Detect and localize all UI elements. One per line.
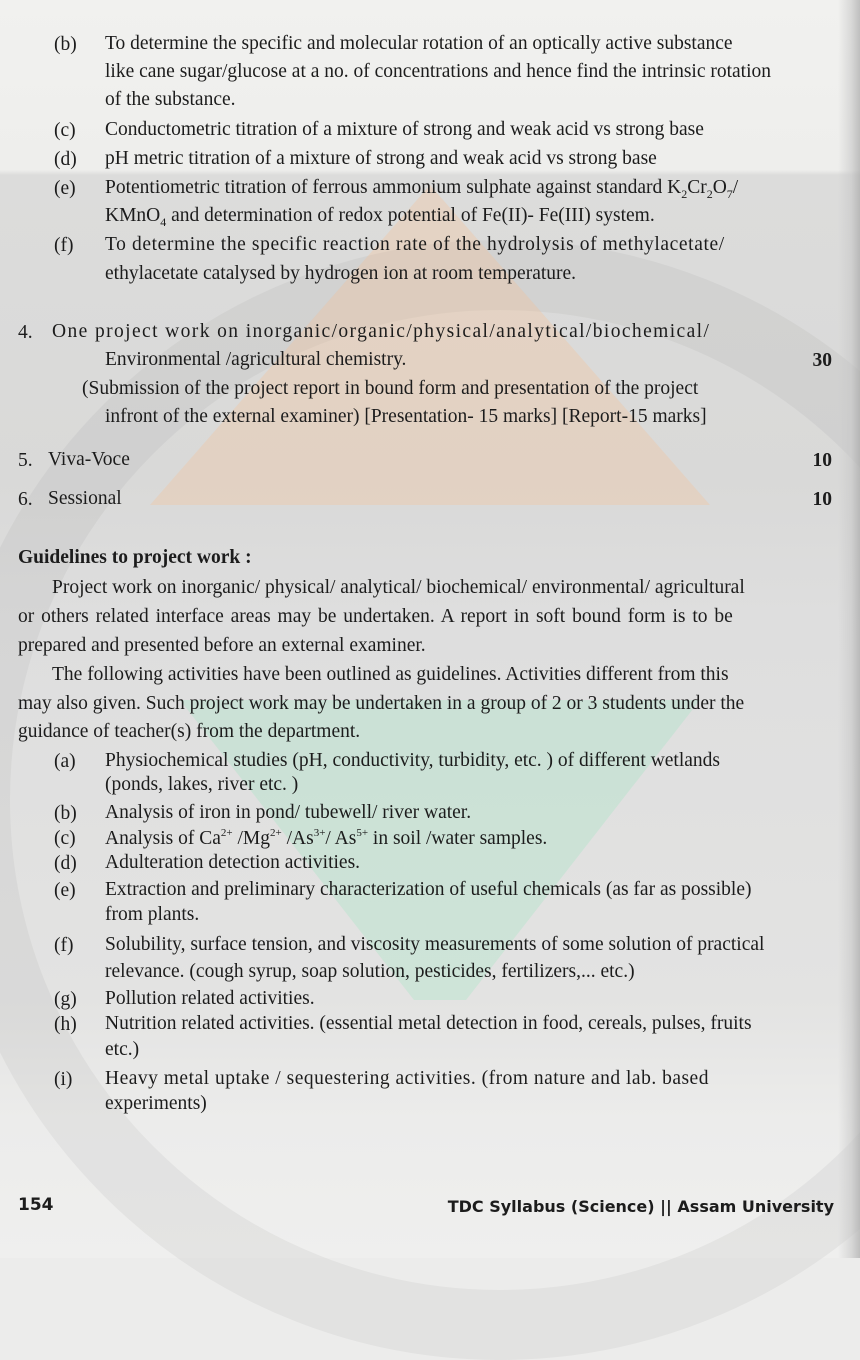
exp-e-line1: Potentiometric titration of ferrous ammonium sulphate against standard $K_2Cr_2O_7/$ xyxy=(105,177,739,201)
activity-f-line2: relevance. (cough syrup, soap solution, pesticides, fertilizers,... etc.) xyxy=(105,961,635,982)
guidelines-para2-line3: guidance of teacher(s) from the department. xyxy=(18,721,361,742)
activity-i-line1: Heavy metal uptake / sequestering activities. (from nature and lab. based xyxy=(105,1068,709,1089)
exp-label-e: (e) xyxy=(54,178,76,199)
guidelines-heading: Guidelines to project work : xyxy=(18,547,252,568)
guidelines-para2-line2: may also given. Such project work may be undertaken in a group of 2 or 3 students under the xyxy=(18,693,745,714)
activity-f-line1: Solubility, surface tension, and viscosity measurements of some solution of practical xyxy=(105,934,765,955)
activity-c-text: Analysis of $Ca^{2+}$ $/Mg^{2+}$ $/As^{3+}/$ $As^{5+}$ in soil /water samples. xyxy=(105,827,548,849)
item-6-marks: 10 xyxy=(812,489,832,510)
exp-label-f: (f) xyxy=(54,235,74,256)
activity-label-b: (b) xyxy=(54,803,77,824)
exp-label-d: (d) xyxy=(54,149,77,170)
activity-b-text: Analysis of iron in pond/ tubewell/ river water. xyxy=(105,802,472,823)
item-6-number: 6. xyxy=(18,489,33,510)
activity-label-h: (h) xyxy=(54,1014,77,1035)
activity-i-line2: experiments) xyxy=(105,1093,207,1114)
activity-a-line1: Physiochemical studies (pH, conductivity, turbidity, etc. ) of different wetlands xyxy=(105,750,721,771)
exp-b-line1: To determine the specific and molecular rotation of an optically active substance xyxy=(105,33,733,54)
activity-label-i: (i) xyxy=(54,1069,73,1090)
footer-title: TDC Syllabus (Science) || Assam University xyxy=(447,1197,834,1216)
activity-d-text: Adulteration detection activities. xyxy=(105,852,361,873)
exp-d-text: pH metric titration of a mixture of strong and weak acid vs strong base xyxy=(105,148,657,169)
item-4-note-line1: (Submission of the project report in bound form and presentation of the project xyxy=(82,378,699,399)
guidelines-para1-line3: prepared and presented before an external examiner. xyxy=(18,635,426,656)
activity-e-line2: from plants. xyxy=(105,904,200,925)
guidelines-para1-line1: Project work on inorganic/ physical/ analytical/ biochemical/ environmental/ agricultural xyxy=(52,577,745,598)
item-4-note-line2: infront of the external examiner) [Presentation- 15 marks] [Report-15 marks] xyxy=(105,406,707,427)
item-6-text: Sessional xyxy=(48,488,122,509)
activity-label-g: (g) xyxy=(54,989,77,1010)
item-4-line1: One project work on inorganic/organic/physical/analytical/biochemical/ xyxy=(52,321,711,342)
guidelines-para1-line2: or others related interface areas may be undertaken. A report in soft bound form is to be xyxy=(18,606,733,627)
guidelines-para2-line1: The following activities have been outlined as guidelines. Activities different from this xyxy=(52,664,729,685)
item-4-line2: Environmental /agricultural chemistry. xyxy=(105,349,407,370)
activity-label-d: (d) xyxy=(54,853,77,874)
exp-label-b: (b) xyxy=(54,34,77,55)
activity-e-line1: Extraction and preliminary characterization of useful chemicals (as far as possible) xyxy=(105,879,752,900)
item-4-number: 4. xyxy=(18,322,33,343)
activity-h-line2: etc.) xyxy=(105,1039,140,1060)
exp-b-line2: like cane sugar/glucose at a no. of concentrations and hence find the intrinsic rotation xyxy=(105,61,772,82)
exp-e-line2: KMnO$_4$ and determination of redox potential of Fe(II)- Fe(III) system. xyxy=(105,205,655,229)
exp-f-line2: ethylacetate catalysed by hydrogen ion at room temperature. xyxy=(105,263,577,284)
activity-label-f: (f) xyxy=(54,935,74,956)
exp-b-line3: of the substance. xyxy=(105,89,236,110)
activity-a-line2: (ponds, lakes, river etc. ) xyxy=(105,774,299,795)
item-5-number: 5. xyxy=(18,450,33,471)
item-5-text: Viva-Voce xyxy=(48,449,130,470)
activity-label-a: (a) xyxy=(54,751,76,772)
exp-f-line1: To determine the specific reaction rate of the hydrolysis of methylacetate/ xyxy=(105,234,725,255)
page-number: 154 xyxy=(18,1195,54,1215)
activity-g-text: Pollution related activities. xyxy=(105,988,315,1009)
activity-label-e: (e) xyxy=(54,880,76,901)
activity-label-c: (c) xyxy=(54,828,76,849)
exp-c-text: Conductometric titration of a mixture of strong and weak acid vs strong base xyxy=(105,119,704,140)
activity-h-line1: Nutrition related activities. (essential metal detection in food, cereals, pulses, fruits xyxy=(105,1013,752,1034)
item-5-marks: 10 xyxy=(812,450,832,471)
exp-label-c: (c) xyxy=(54,120,76,141)
item-4-marks: 30 xyxy=(812,350,832,371)
